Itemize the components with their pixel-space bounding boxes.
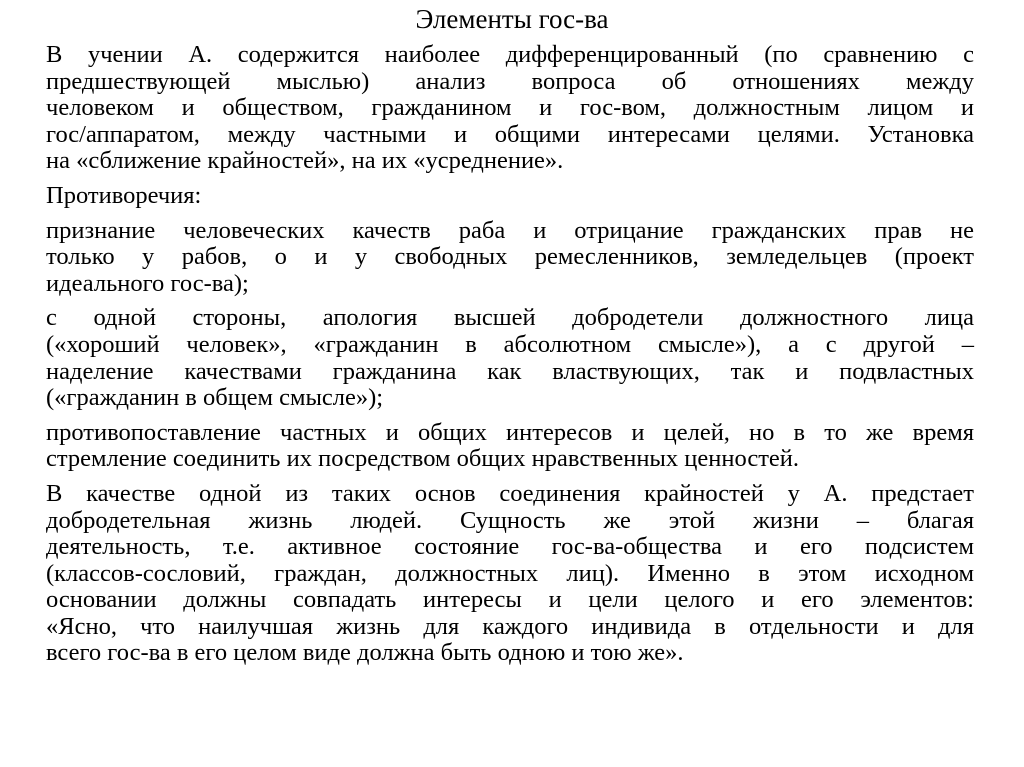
text-line: всего гос-ва в его целом виде должна быть одною и тою же».	[46, 639, 684, 667]
text-line: только у рабов, о и у свободных ремесленников, земледельцев (проект	[46, 243, 974, 271]
text-line: человеком и обществом, гражданином и гос-вом, должностным лицом и	[46, 94, 974, 122]
slide-title: Элементы гос-ва	[415, 4, 609, 34]
text-line: с одной стороны, апология высшей добродетели должностного лица	[46, 304, 974, 332]
text-line: («хороший человек», «гражданин в абсолютном смысле»), а с другой –	[46, 330, 974, 358]
text-line: основании должны совпадать интересы и цели целого и его элементов:	[46, 586, 974, 614]
text-line: В учении А. содержится наиболее дифференцированный (по сравнению с	[46, 41, 974, 68]
text-line: идеального гос-ва);	[46, 269, 249, 297]
text-line: В качестве одной из таких основ соединения крайностей у А. предстает	[46, 479, 974, 507]
slide-body	[46, 42, 974, 675]
text-line: противопоставление частных и общих интересов и целей, но в то же время	[46, 418, 974, 446]
paragraph	[46, 42, 974, 175]
text-line: на «сближение крайностей», на их «усреднение».	[46, 147, 564, 175]
text-line: гос/аппаратом, между частными и общими интересами целями. Установка	[46, 120, 974, 148]
text-line: добродетельная жизнь людей. Сущность же этой жизни – благая	[46, 506, 974, 534]
text-line: (классов-сословий, граждан, должностных лиц). Именно в этом исходном	[46, 559, 974, 587]
paragraph	[46, 481, 974, 667]
text-line: наделение качествами гражданина как властвующих, так и подвластных	[46, 357, 974, 385]
paragraph	[46, 305, 974, 411]
paragraph	[46, 420, 974, 473]
text-line: предшествующей мыслью) анализ вопроса об отношениях между	[46, 67, 974, 95]
paragraph	[46, 218, 974, 298]
text-line: признание человеческих качеств раба и отрицание гражданских прав не	[46, 216, 974, 244]
text-line: стремление соединить их посредством общих нравственных ценностей.	[46, 445, 800, 473]
text-line: «Ясно, что наилучшая жизнь для каждого индивида в отдельности и для	[46, 612, 974, 640]
paragraph	[46, 183, 974, 210]
text-line: Противоречия:	[46, 181, 202, 209]
text-line: деятельность, т.е. активное состояние гос-ва-общества и его подсистем	[46, 533, 974, 561]
text-line: («гражданин в общем смысле»);	[46, 384, 384, 412]
